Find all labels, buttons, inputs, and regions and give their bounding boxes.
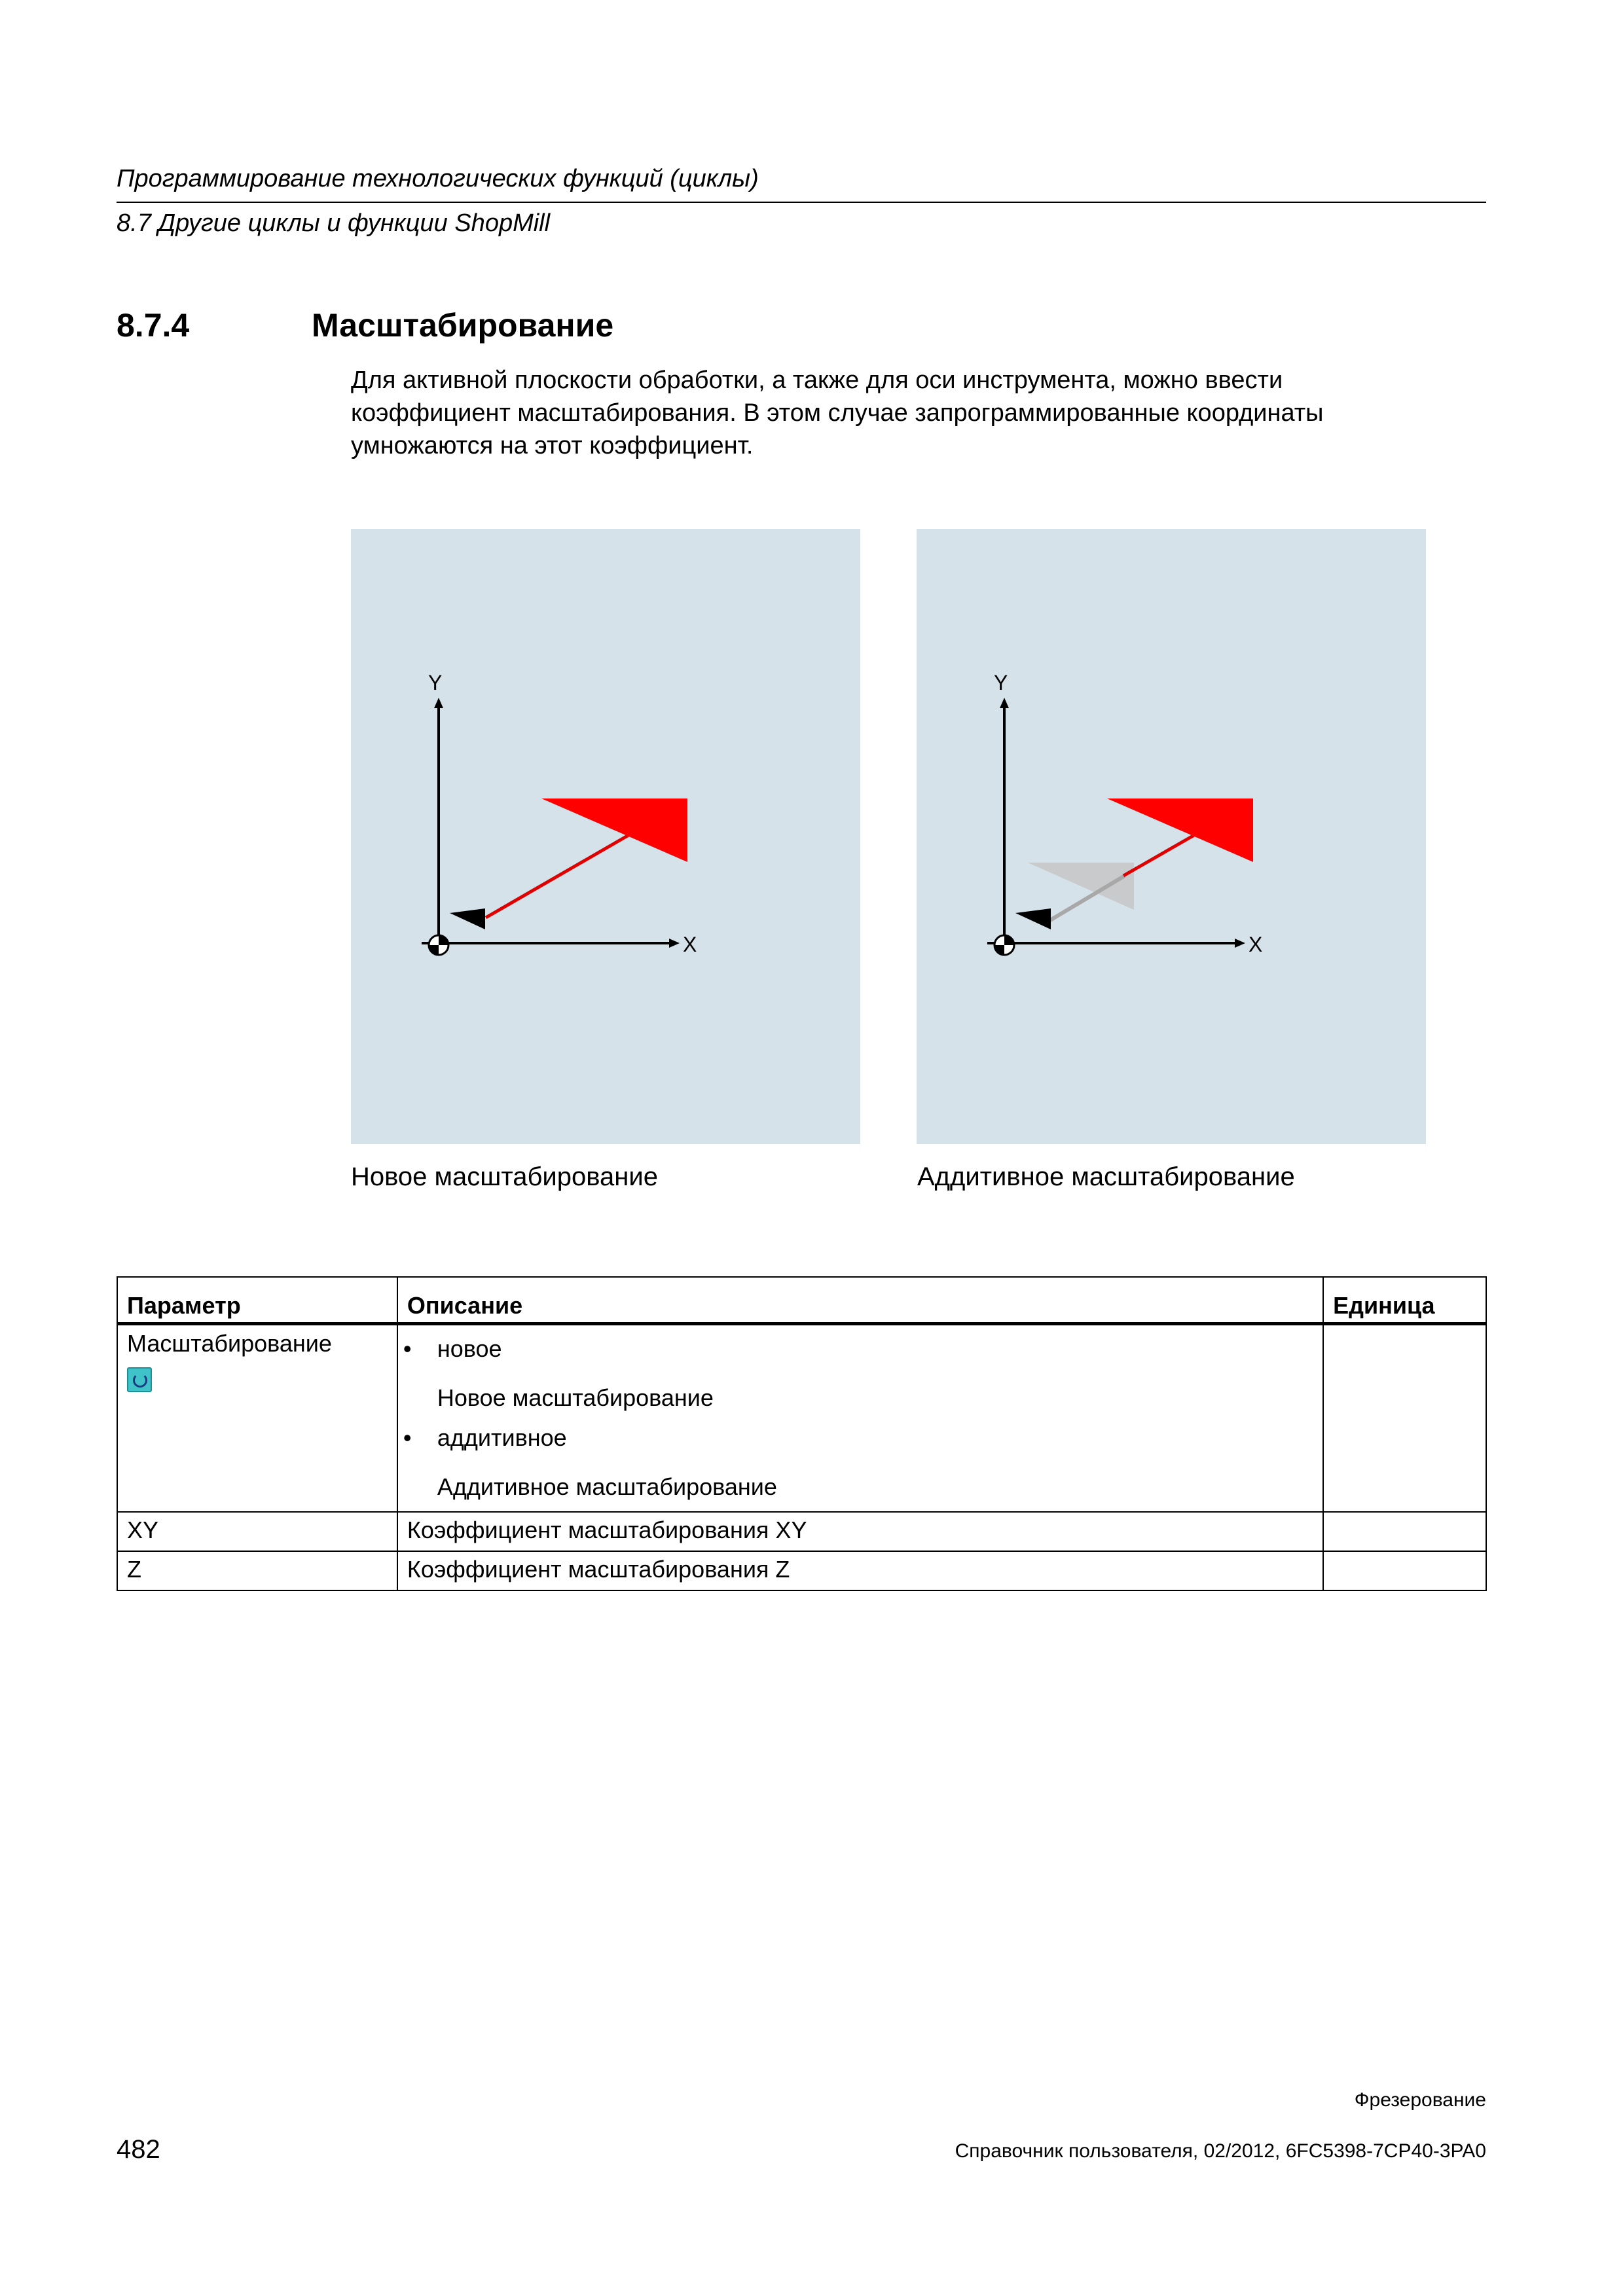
footer-book-title: Фрезерование bbox=[1354, 2089, 1486, 2111]
param-name: Масштабирование bbox=[127, 1330, 332, 1357]
y-axis bbox=[434, 698, 443, 951]
list-item bbox=[398, 1329, 1313, 1369]
figure-new-scaling bbox=[351, 529, 860, 1144]
y-axis-label: Y bbox=[994, 671, 1008, 694]
figure-additive-scaling bbox=[917, 529, 1426, 1144]
x-axis bbox=[422, 939, 680, 948]
column-header-description: Описание bbox=[397, 1277, 1323, 1324]
table-header-row bbox=[117, 1277, 1486, 1324]
toggle-icon bbox=[127, 1367, 152, 1392]
y-axis bbox=[1000, 698, 1009, 951]
unit-cell bbox=[1323, 1512, 1486, 1551]
description-cell: Коэффициент масштабирования XY bbox=[397, 1512, 1323, 1551]
option-additive: аддитивное bbox=[437, 1424, 567, 1451]
y-axis-label: Y bbox=[428, 671, 443, 694]
option-new: новое bbox=[437, 1335, 502, 1362]
running-header-section: 8.7 Другие циклы и функции ShopMill bbox=[117, 209, 551, 237]
option-new-description: Новое масштабирование bbox=[437, 1384, 714, 1411]
list-item bbox=[398, 1418, 1313, 1458]
x-axis bbox=[987, 939, 1245, 948]
running-header-chapter: Программирование технологических функций (циклы) bbox=[117, 165, 759, 192]
column-header-unit: Единица bbox=[1323, 1277, 1486, 1324]
description-cell bbox=[397, 1324, 1323, 1513]
table-row bbox=[117, 1551, 1486, 1590]
header-rule bbox=[117, 202, 1486, 203]
figure-caption-new: Новое масштабирование bbox=[351, 1162, 658, 1191]
origin-icon bbox=[429, 935, 448, 955]
section-number: 8.7.4 bbox=[117, 307, 190, 344]
description-cell: Коэффициент масштабирования Z bbox=[397, 1551, 1323, 1590]
parameter-table bbox=[117, 1276, 1487, 1591]
bullet: • bbox=[403, 1424, 412, 1451]
footer-reference: Справочник пользователя, 02/2012, 6FC5398-7CP40-3PA0 bbox=[955, 2140, 1486, 2162]
unit-cell bbox=[1323, 1551, 1486, 1590]
intro-line: умножаются на этот коэффициент. bbox=[351, 432, 754, 459]
section-title: Масштабирование bbox=[312, 307, 614, 344]
bullet: • bbox=[403, 1335, 412, 1362]
column-header-param: Параметр bbox=[117, 1277, 397, 1324]
table-row bbox=[117, 1512, 1486, 1551]
figure-caption-additive: Аддитивное масштабирование bbox=[917, 1162, 1295, 1191]
table-row bbox=[117, 1324, 1486, 1513]
param-cell: Z bbox=[117, 1551, 397, 1590]
param-cell: XY bbox=[117, 1512, 397, 1551]
option-additive-description: Аддитивное масштабирование bbox=[437, 1473, 777, 1500]
x-axis-label: X bbox=[1249, 933, 1263, 956]
scaled-arrow bbox=[450, 798, 687, 929]
x-axis-label: X bbox=[683, 933, 697, 956]
intro-line: коэффициент масштабирования. В этом случае запрограммированные координаты bbox=[351, 399, 1324, 427]
intro-paragraph bbox=[351, 364, 1464, 462]
intro-line: Для активной плоскости обработки, а также для оси инструмента, можно ввести bbox=[351, 367, 1283, 394]
param-cell bbox=[117, 1324, 397, 1513]
page-number: 482 bbox=[117, 2135, 160, 2164]
unit-cell bbox=[1323, 1324, 1486, 1513]
origin-icon bbox=[994, 935, 1014, 955]
